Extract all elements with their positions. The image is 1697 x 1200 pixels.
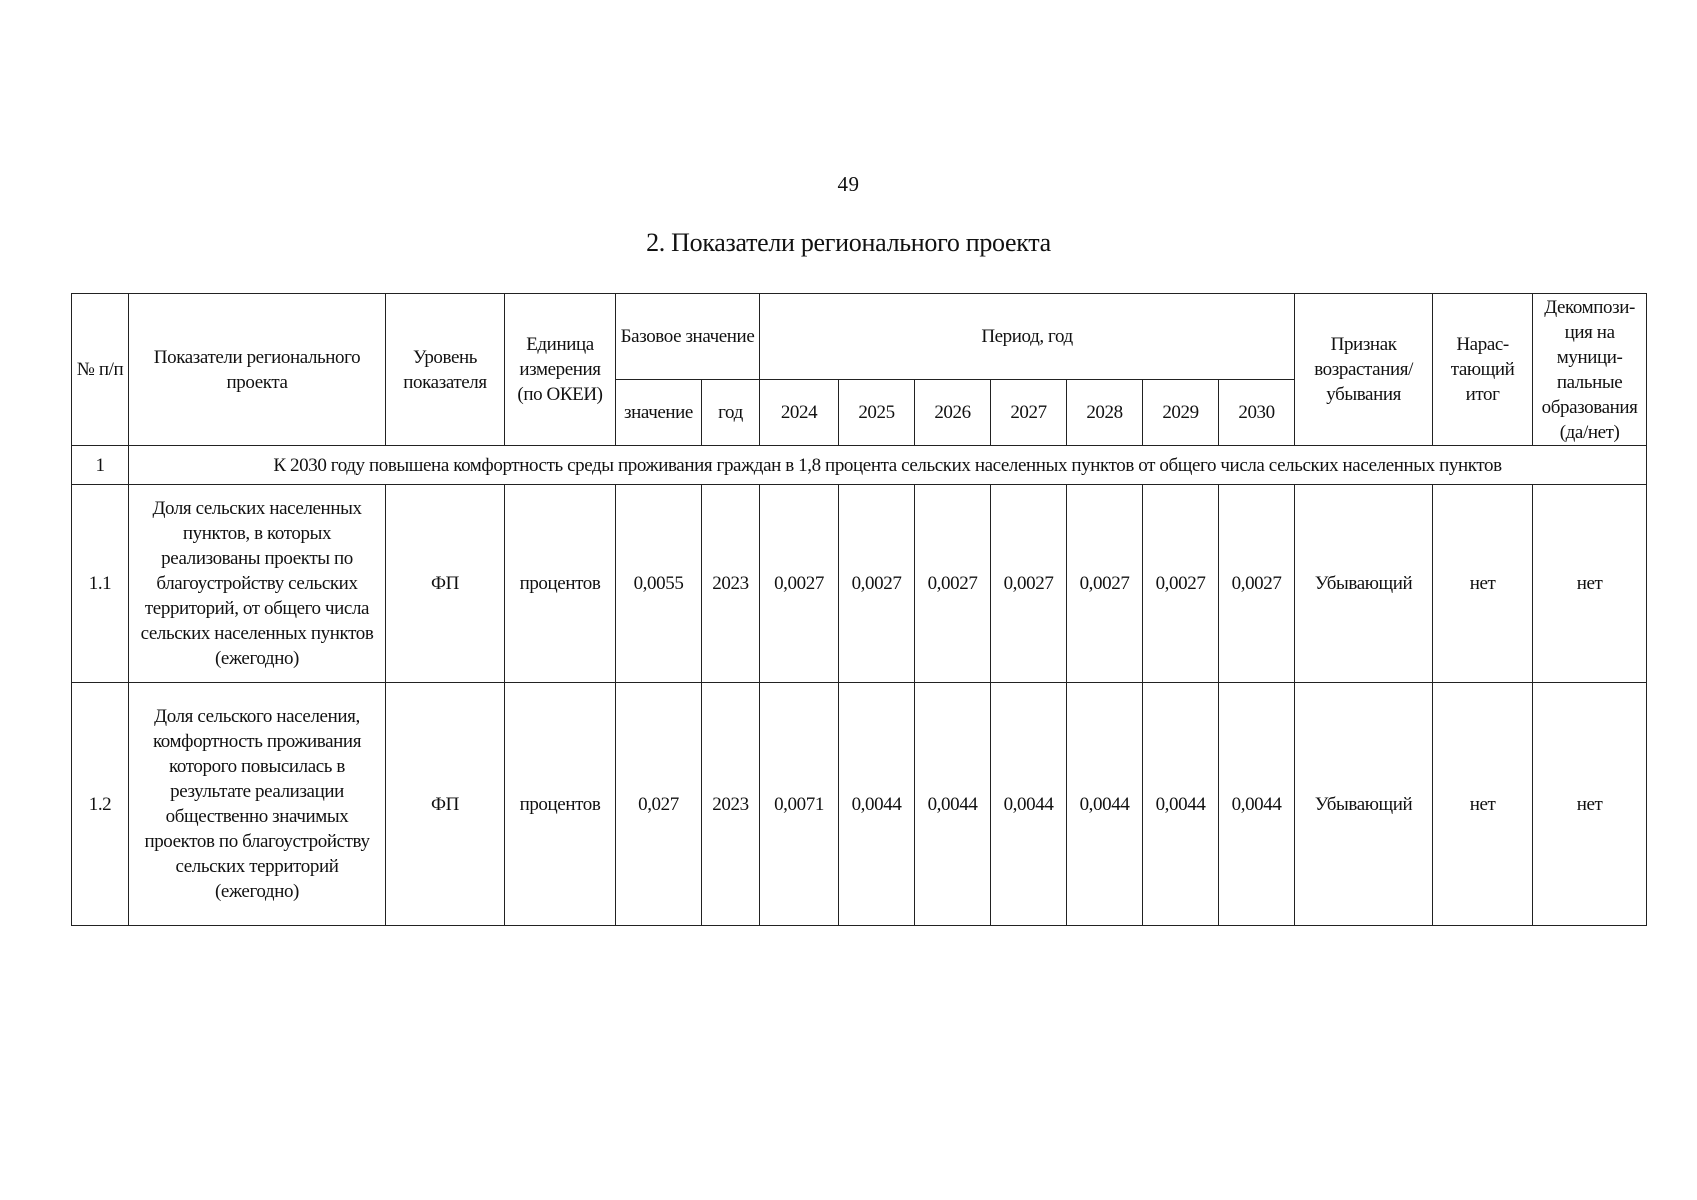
row-indicator-name: Доля сельского населения, комфортность проживания которого повысилась в результате реализации общественно значимых проектов по благоустройству сельских территорий (ежегодно) [129, 683, 386, 926]
row-base-year: 2023 [702, 683, 760, 926]
header-base: Базовое значение [616, 294, 760, 380]
header-period: Период, год [760, 294, 1295, 380]
header-trend: Признак возрастания/ убывания [1295, 294, 1433, 446]
row-value-2024: 0,0071 [760, 683, 839, 926]
row-value-2028: 0,0027 [1067, 485, 1143, 683]
row-decomposition: нет [1533, 683, 1647, 926]
row-value-2028: 0,0044 [1067, 683, 1143, 926]
header-level: Уровень показателя [386, 294, 505, 446]
header-unit: Единица измерения (по ОКЕИ) [505, 294, 616, 446]
row-value-2030: 0,0027 [1219, 485, 1295, 683]
row-value-2029: 0,0027 [1143, 485, 1219, 683]
row-value-2027: 0,0027 [991, 485, 1067, 683]
row-base-year: 2023 [702, 485, 760, 683]
section-title: 2. Показатели регионального проекта [646, 228, 1051, 257]
row-value-2030: 0,0044 [1219, 683, 1295, 926]
row-value-2024: 0,0027 [760, 485, 839, 683]
header-year: 2027 [991, 380, 1067, 446]
row-value-2025: 0,0027 [839, 485, 915, 683]
header-indicator: Показатели регионального проекта [129, 294, 386, 446]
row-num: 1.1 [72, 485, 129, 683]
header-row-top [72, 294, 1647, 380]
header-decomposition: Декомпози-ция на муници-пальные образования (да/нет) [1533, 294, 1647, 446]
header-base-value: значение [616, 380, 702, 446]
goal-num: 1 [72, 446, 129, 485]
row-indicator-name: Доля сельских населенных пунктов, в которых реализованы проекты по благоустройству сельских территорий, от общего числа сельских населенных пунктов (ежегодно) [129, 485, 386, 683]
row-num: 1.2 [72, 683, 129, 926]
row-trend: Убывающий [1295, 485, 1433, 683]
header-year: 2029 [1143, 380, 1219, 446]
table-row [72, 683, 1647, 926]
row-level: ФП [386, 683, 505, 926]
row-unit: процентов [505, 485, 616, 683]
header-base-year: год [702, 380, 760, 446]
row-base-value: 0,027 [616, 683, 702, 926]
row-value-2026: 0,0044 [915, 683, 991, 926]
row-level: ФП [386, 485, 505, 683]
row-value-2026: 0,0027 [915, 485, 991, 683]
page-number: 49 [837, 172, 860, 196]
row-value-2027: 0,0044 [991, 683, 1067, 926]
row-cumulative: нет [1433, 683, 1533, 926]
row-value-2029: 0,0044 [1143, 683, 1219, 926]
header-year: 2025 [839, 380, 915, 446]
indicators-table [71, 293, 1647, 926]
row-base-value: 0,0055 [616, 485, 702, 683]
row-cumulative: нет [1433, 485, 1533, 683]
row-trend: Убывающий [1295, 683, 1433, 926]
header-year: 2026 [915, 380, 991, 446]
header-cumulative: Нарас-тающий итог [1433, 294, 1533, 446]
header-year: 2028 [1067, 380, 1143, 446]
goal-row [72, 446, 1647, 485]
header-year: 2024 [760, 380, 839, 446]
header-year: 2030 [1219, 380, 1295, 446]
row-unit: процентов [505, 683, 616, 926]
row-value-2025: 0,0044 [839, 683, 915, 926]
goal-text: К 2030 году повышена комфортность среды проживания граждан в 1,8 процента сельских населенных пунктов от общего числа сельских населенных пунктов [129, 446, 1647, 485]
table-row [72, 485, 1647, 683]
header-num: № п/п [72, 294, 129, 446]
row-decomposition: нет [1533, 485, 1647, 683]
